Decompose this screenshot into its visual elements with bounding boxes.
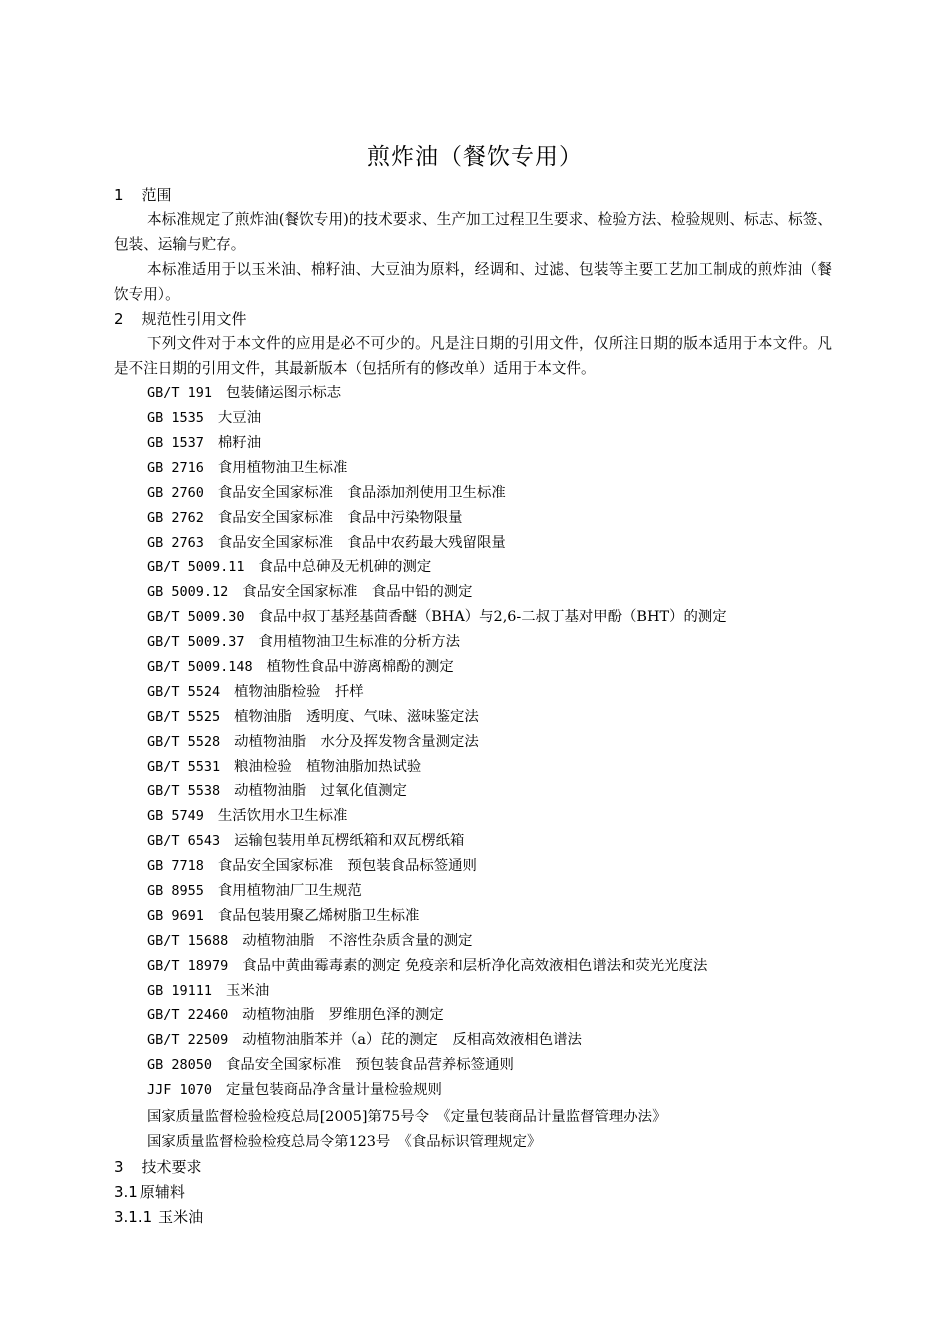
section-heading-technical-requirements xyxy=(114,1156,202,1178)
reference-item: GB/T 5009.11 食品中总砷及无机砷的测定 xyxy=(147,559,432,575)
section-title: 规范性引用文件 xyxy=(141,310,247,328)
section-heading-scope xyxy=(114,184,172,206)
section-number: 1 xyxy=(114,186,124,204)
reference-item: JJF 1070 定量包装商品净含量计量检验规则 xyxy=(147,1082,442,1098)
section-number: 3.1 xyxy=(114,1183,138,1201)
scope-paragraph-2: 本标准适用于以玉米油、棉籽油、大豆油为原料，经调和、过滤、包装等主要工艺加工制成的煎炸油（餐饮专用）。 xyxy=(114,261,832,303)
reference-item: GB/T 5528 动植物油脂 水分及挥发物含量测定法 xyxy=(147,734,479,750)
references-intro-paragraph: 下列文件对于本文件的应用是必不可少的。凡是注日期的引用文件，仅所注日期的版本适用于本文件。凡是不注日期的引用文件，其最新版本（包括所有的修改单）适用于本文件。 xyxy=(114,335,832,377)
section-number: 2 xyxy=(114,310,124,328)
reference-item: GB 1535 大豆油 xyxy=(147,410,262,426)
reference-item: GB/T 22509 动植物油脂苯并（a）芘的测定 反相高效液相色谱法 xyxy=(147,1032,582,1048)
subsection-heading-corn-oil xyxy=(114,1206,203,1228)
section-title: 技术要求 xyxy=(141,1158,202,1176)
section-number: 3.1.1 xyxy=(114,1208,153,1226)
reference-item: GB/T 5009.30 食品中叔丁基羟基茴香醚（BHA）与2,6-二叔丁基对甲酚（BHT）的测定 xyxy=(147,609,727,625)
document-title: 煎炸油（餐饮专用） xyxy=(367,144,583,170)
reference-item: GB/T 6543 运输包装用单瓦楞纸箱和双瓦楞纸箱 xyxy=(147,833,465,849)
reference-item: GB 2763 食品安全国家标准 食品中农药最大残留限量 xyxy=(147,535,506,551)
regulation-item: 国家质量监督检验检疫总局令第123号 《食品标识管理规定》 xyxy=(147,1134,542,1150)
reference-item: GB 28050 食品安全国家标准 预包装食品营养标签通则 xyxy=(147,1057,514,1073)
section-title: 原辅料 xyxy=(139,1183,185,1201)
regulation-item: 国家质量监督检验检疫总局[2005]第75号令 《定量包装商品计量监督管理办法》 xyxy=(147,1109,667,1125)
subsection-heading-raw-materials xyxy=(114,1181,185,1203)
reference-item: GB 19111 玉米油 xyxy=(147,983,270,999)
reference-item: GB/T 18979 食品中黄曲霉毒素的测定 免疫亲和层析净化高效液相色谱法和荧光光度法 xyxy=(147,958,708,974)
section-title: 玉米油 xyxy=(158,1208,204,1226)
reference-item: GB 5009.12 食品安全国家标准 食品中铅的测定 xyxy=(147,584,473,600)
reference-item: GB/T 5531 粮油检验 植物油脂加热试验 xyxy=(147,759,422,775)
section-number: 3 xyxy=(114,1158,124,1176)
reference-item: GB 7718 食品安全国家标准 预包装食品标签通则 xyxy=(147,858,477,874)
reference-item: GB/T 5524 植物油脂检验 扦样 xyxy=(147,684,364,700)
reference-item: GB/T 5538 动植物油脂 过氧化值测定 xyxy=(147,783,407,799)
reference-item: GB/T 22460 动植物油脂 罗维朋色泽的测定 xyxy=(147,1007,444,1023)
reference-item: GB 5749 生活饮用水卫生标准 xyxy=(147,808,348,824)
reference-item: GB 2716 食用植物油卫生标准 xyxy=(147,460,348,476)
reference-item: GB/T 5009.37 食用植物油卫生标准的分析方法 xyxy=(147,634,461,650)
reference-item: GB 2762 食品安全国家标准 食品中污染物限量 xyxy=(147,510,463,526)
reference-item: GB/T 191 包装储运图示标志 xyxy=(147,385,342,401)
reference-item: GB/T 5525 植物油脂 透明度、气味、滋味鉴定法 xyxy=(147,709,479,725)
reference-item: GB/T 5009.148 植物性食品中游离棉酚的测定 xyxy=(147,659,454,675)
reference-item: GB 2760 食品安全国家标准 食品添加剂使用卫生标准 xyxy=(147,485,506,501)
section-heading-normative-references xyxy=(114,308,247,330)
reference-item: GB 1537 棉籽油 xyxy=(147,435,262,451)
scope-paragraph-1: 本标准规定了煎炸油(餐饮专用)的技术要求、生产加工过程卫生要求、检验方法、检验规则、标志、标签、包装、运输与贮存。 xyxy=(114,211,832,253)
reference-item: GB 9691 食品包装用聚乙烯树脂卫生标准 xyxy=(147,908,420,924)
section-title: 范围 xyxy=(141,186,172,204)
reference-item: GB 8955 食用植物油厂卫生规范 xyxy=(147,883,362,899)
reference-item: GB/T 15688 动植物油脂 不溶性杂质含量的测定 xyxy=(147,933,473,949)
